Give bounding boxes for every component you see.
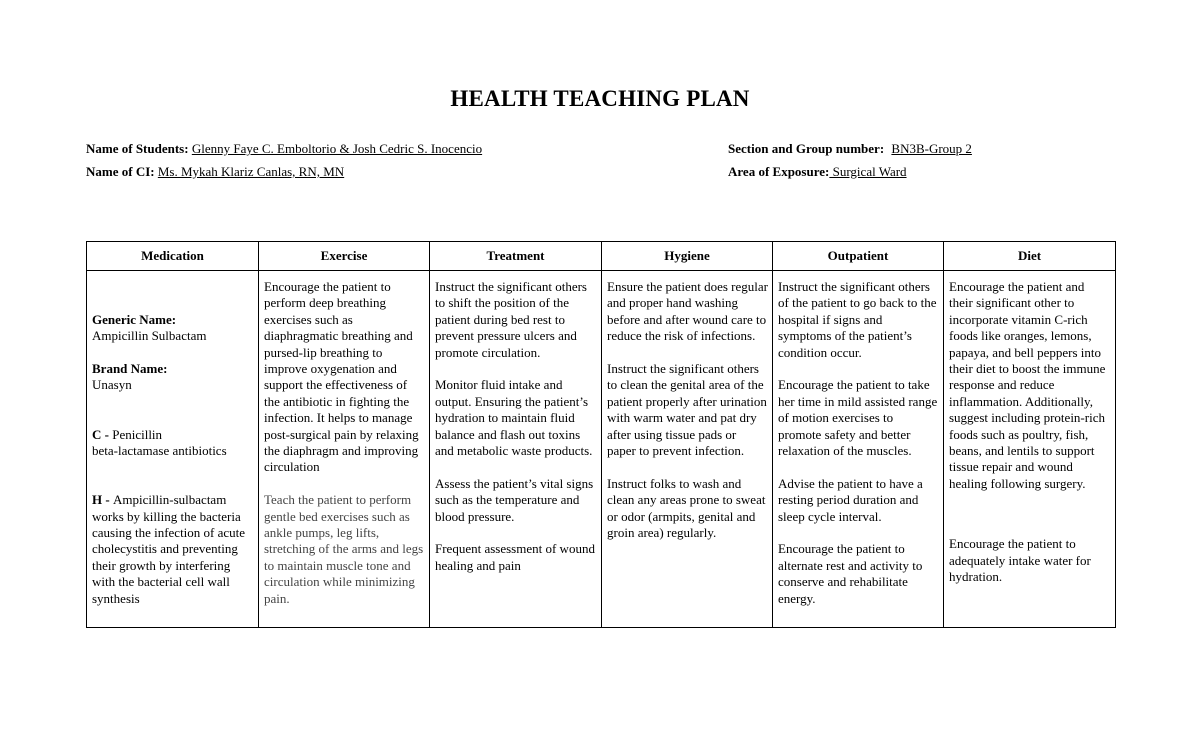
area-value: Surgical Ward [829,164,907,179]
section-label: Section and Group number: [728,141,885,156]
c-value-1: Penicillin [112,426,163,442]
students-value: Glenny Faye C. Emboltorio & Josh Cedric S. Inocencio [191,141,483,156]
diet-paragraph: Encourage the patient and their significant other to incorporate vitamin C-rich foods like oranges, lemons, papaya, and bell peppers into their diet to boost the immune response and reduce inflammation. Additionally, suggest including protein-rich foods such as poultry, fish, beans, and lentils to support tissue repair and wound healing following surgery. [949,279,1106,491]
teaching-plan-table [86,241,1116,628]
page-title: HEALTH TEACHING PLAN [450,86,750,111]
c-value-2: beta-lactamase antibiotics [92,443,227,459]
hygiene-paragraph: Ensure the patient does regular and proper hand washing before and after wound care to reduce the risk of infections. [607,279,768,344]
treatment-paragraph: Assess the patient’s vital signs such as the temperature and blood pressure. [435,475,594,524]
section-value: BN3B-Group 2 [891,141,972,156]
table-header-row [87,242,1116,271]
hygiene-paragraph: Instruct the significant others to clean the genital area of the patient properly after urination with warm water and pat dry after using tissue pads or paper to prevent infection. [607,361,767,459]
students-label: Name of Students: [86,141,189,156]
area-label: Area of Exposure: [728,164,830,179]
outpatient-paragraph: Encourage the patient to take her time in mild assisted range of motion exercises to promote safety and better relaxation of the muscles. [778,377,938,459]
exercise-paragraph: Teach the patient to perform gentle bed exercises such as ankle pumps, leg lifts, stretching of the arms and legs to maintain muscle tone and circulation while minimizing pain. [264,492,424,606]
students-line [86,141,482,157]
h-label: H - [92,492,113,508]
area-line [728,164,907,180]
brand-name-label: Brand Name: [92,361,168,376]
brand-name-value: Unasyn [92,377,132,393]
column-header-medication: Medication [87,242,259,271]
c-label: C - [92,426,113,442]
outpatient-paragraph: Advise the patient to have a resting period duration and sleep cycle interval. [778,475,923,524]
exercise-paragraph: Encourage the patient to perform deep breathing exercises such as diaphragmatic breathing and pursed-lip breathing to improve oxygenation and support the effectiveness of the antibiotic in fighting the infection. It helps to manage post-surgical pain by relaxing the diaphragm and improving circulation [264,279,419,475]
generic-name-label: Generic Name: [92,311,177,327]
treatment-paragraph: Monitor fluid intake and output. Ensuring the patient’s hydration to maintain fluid balance and flash out toxins and metabolic waste products. [435,377,593,459]
medication-cell [87,271,259,628]
generic-name-value: Ampicillin Sulbactam [92,328,207,344]
diet-cell [944,271,1116,628]
column-header-outpatient: Outpatient [773,242,944,271]
h-value: Ampicillin-sulbactam works by killing the bacteria causing the infection of acute cholecystitis and preventing their growth by interfering with the bacterial cell wall synthesis [92,492,246,606]
outpatient-cell [773,271,944,628]
table-row [87,271,1116,628]
column-header-treatment: Treatment [430,242,602,271]
hygiene-paragraph: Instruct folks to wash and clean any areas prone to sweat or odor (armpits, genital and groin area) regularly. [607,475,766,541]
outpatient-paragraph: Encourage the patient to alternate rest and activity to conserve and rehabilitate energy. [778,541,923,606]
outpatient-paragraph: Instruct the significant others of the patient to go back to the hospital if signs and symptoms of the patient’s condition occur. [778,279,937,360]
ci-value: Ms. Mykah Klariz Canlas, RN, MN [157,164,345,179]
treatment-paragraph: Instruct the significant others to shift the position of the patient during bed rest to prevent pressure ulcers and promote circulation. [435,279,587,360]
column-header-exercise: Exercise [259,242,430,271]
treatment-paragraph: Frequent assessment of wound healing and pain [435,541,595,573]
exercise-cell [259,271,430,628]
section-line [728,141,972,157]
ci-label: Name of CI: [86,164,155,179]
treatment-cell [430,271,602,628]
column-header-hygiene: Hygiene [602,242,773,271]
hygiene-cell [602,271,773,628]
column-header-diet: Diet [944,242,1116,271]
diet-paragraph: Encourage the patient to adequately intake water for hydration. [949,536,1091,585]
ci-line [86,164,344,180]
